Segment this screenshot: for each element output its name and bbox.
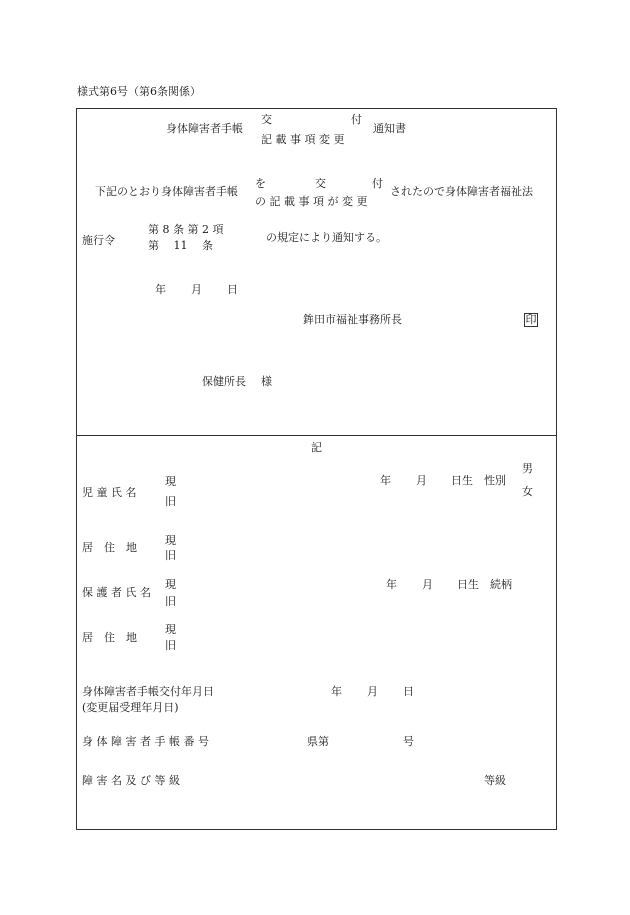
child-name-label: 児 童 氏 名 [82,486,137,499]
article-bottom: 第 11 条 [148,239,213,252]
guardian-old: 旧 [165,595,176,608]
title-top: 交 [261,113,272,126]
issue-date-year: 年 [331,685,342,698]
body-line1-ko: 交 [315,177,326,190]
body-line1-prefix: 下記のとおり身体障害者手帳 [95,185,238,198]
disability-label: 障 害 名 及 び 等 級 [82,774,180,787]
handbook-number-suffix: 号 [403,735,414,748]
article-top: 第 8 条 第 2 項 [148,223,224,236]
child-sex-label: 性別 [484,474,506,487]
guardian-relation-label: 続柄 [490,578,512,591]
residence2-current: 現 [165,623,176,636]
child-birth-day: 日生 [451,474,473,487]
child-female: 女 [522,485,533,498]
child-month: 月 [416,474,427,487]
disability-grade-suffix: 等級 [484,774,506,787]
date-year: 年 [155,283,166,296]
residence1-current: 現 [165,534,176,547]
body-line1-suffix: されたので身体障害者福祉法 [390,185,533,198]
guardian-name-label: 保 護 者 氏 名 [82,586,151,599]
body-line1-wo: を [255,177,266,190]
issue-date-day: 日 [403,685,414,698]
issue-date-sub-label: (変更届受理年月日) [82,701,179,714]
body-line2-suffix: の規定により通知する。 [266,231,387,244]
guardian-month: 月 [422,578,433,591]
title-top-right: 付 [351,113,362,126]
residence2-old: 旧 [165,639,176,652]
guardian-year: 年 [386,578,397,591]
notice-frame [76,108,557,830]
body-line1-bottom: の 記 載 事 項 が 変 更 [255,195,368,208]
child-male: 男 [522,462,533,475]
section-divider [76,435,557,436]
handbook-prefecture: 県第 [307,735,329,748]
ki-label: 記 [311,441,322,454]
title-right: 通知書 [373,122,406,135]
child-year: 年 [380,474,391,487]
recipient-honorific: 様 [261,375,272,388]
date-day: 日 [227,283,238,296]
residence2-label: 居 住 地 [82,631,137,644]
guardian-birth-day: 日生 [457,578,479,591]
title-bottom: 記 載 事 項 変 更 [261,133,345,146]
handbook-number-label: 身 体 障 害 者 手 帳 番 号 [82,735,209,748]
seal-mark: 印 [525,313,537,326]
body-line2-prefix: 施行令 [82,234,115,247]
issue-date-label: 身体障害者手帳交付年月日 [82,685,214,698]
date-month: 月 [191,283,202,296]
child-current: 現 [165,475,176,488]
form-number: 様式第6号（第6条関係） [77,85,201,98]
title-left: 身体障害者手帳 [166,122,243,135]
guardian-current: 現 [165,578,176,591]
issue-date-month: 月 [367,685,378,698]
recipient-name: 保健所長 [202,375,246,388]
issuer: 鉾田市福祉事務所長 [303,313,402,326]
child-old: 旧 [165,495,176,508]
body-line1-fu: 付 [372,177,383,190]
residence1-label: 居 住 地 [82,541,137,554]
residence1-old: 旧 [165,549,176,562]
